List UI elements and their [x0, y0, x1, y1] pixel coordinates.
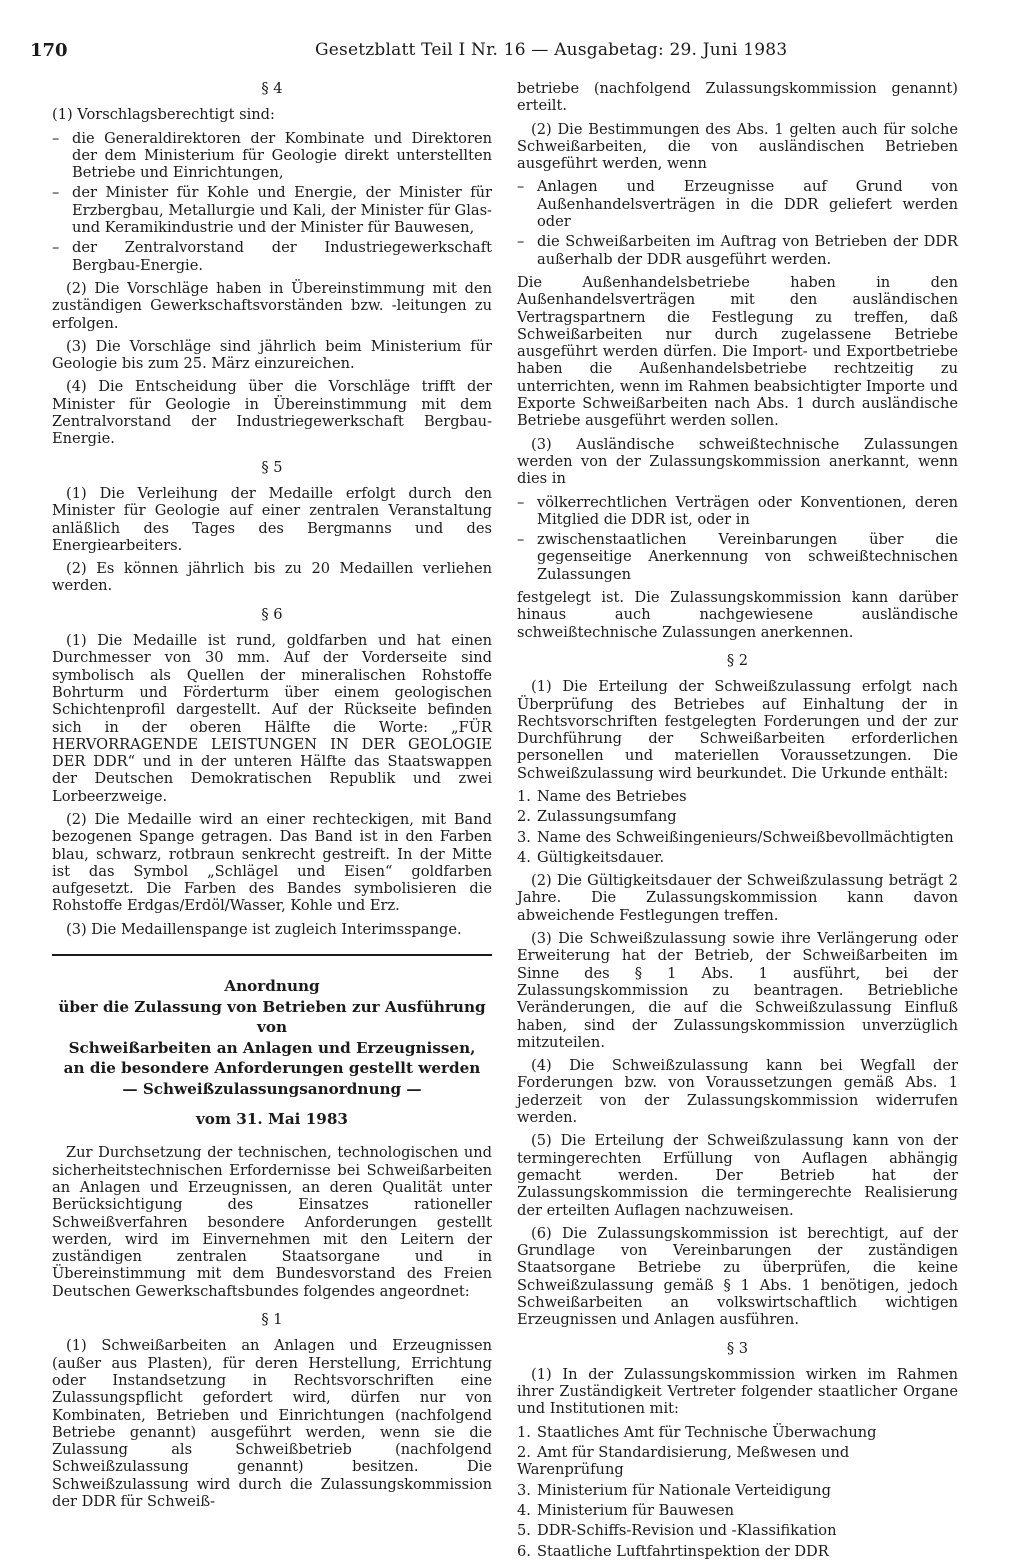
- paragraph: Die Außenhandelsbetriebe haben in den Außenhandelsverträgen mit den ausländischen Vertragspartnern die Festlegung zu treffen, daß Schweißarbeiten nur durch zugelassene Betriebe ausgeführt werden dürfen. Die Import- und Exportbetriebe haben die Außenhandelsbetriebe rechtzeitig zu unterrichten, wenn im Rahmen beabsichtigter Importe und Exporte Schweißarbeiten nach Abs. 1 durch ausländische Betriebe ausgeführt werden sollen.: [517, 273, 958, 430]
- list-number: 1.: [517, 787, 531, 805]
- section-heading-6: § 6: [261, 605, 283, 623]
- list-item: – der Zentralvorstand der Industriegewerkschaft Bergbau-Energie.: [52, 239, 492, 274]
- paragraph: (2) Die Gültigkeitsdauer der Schweißzulassung beträgt 2 Jahre. Die Zulassungskommission kann davon abweichende Festlegungen treffen.: [517, 872, 958, 924]
- list-number: 2.: [517, 1444, 531, 1462]
- list-item: – Anlagen und Erzeugnisse auf Grund von Außenhandelsverträgen in die DDR geliefert werden oder: [517, 178, 958, 230]
- paragraph: (2) Es können jährlich bis zu 20 Medaillen verliehen werden.: [52, 560, 492, 595]
- list-text: Ministerium für Nationale Verteidigung: [537, 1481, 831, 1499]
- right-column: [517, 80, 958, 1566]
- paragraph: (1) Die Verleihung der Medaille erfolgt durch den Minister für Geologie auf einer zentralen Veranstaltung anläßlich des Tages des Bergmanns und des Energiearbeiters.: [52, 484, 492, 554]
- ordinance-title: [52, 976, 492, 1099]
- gazette-title: Gesetzblatt Teil I Nr. 16 — Ausgabetag: 29. Juni 1983: [315, 40, 788, 60]
- numbered-list: [517, 1424, 958, 1560]
- section-heading-1: § 1: [261, 1311, 283, 1329]
- ordinance-date: vom 31. Mai 1983: [195, 1110, 348, 1129]
- list-item: [517, 788, 958, 805]
- paragraph: (2) Die Medaille wird an einer rechteckigen, mit Band bezogenen Spange getragen. Das Band ist in den Farben blau, schwarz, rotbraun senkrecht gestreift. In der Mitte ist das Symbol „Schlägel und Eisen“ goldfarben aufgesetzt. Die Farben des Bandes symbolisieren die Rohstoffe Erdgas/Erdöl/Wasser, Kohle und Erz.: [52, 810, 492, 915]
- list-item: [517, 829, 958, 846]
- list-item: [517, 1444, 958, 1479]
- paragraph: (4) Die Schweißzulassung kann bei Wegfall der Forderungen bzw. von Voraussetzungen gemäß Abs. 1 jederzeit von der Zulassungskommission widerrufen werden.: [517, 1057, 958, 1127]
- ordinance-title-line: über die Zulassung von Betrieben zur Ausführung von: [58, 997, 486, 1037]
- ordinance-title-line: Anordnung: [224, 977, 320, 996]
- list-text: Staatliche Luftfahrtinspektion der DDR: [537, 1542, 829, 1560]
- list-number: 6.: [517, 1542, 531, 1560]
- dash-list: [517, 178, 958, 267]
- numbered-list: [517, 788, 958, 866]
- paragraph: (6) Die Zulassungskommission ist berechtigt, auf der Grundlage von Vereinbarungen der zuständigen Staatsorgane Betriebe zu überprüfen, die keine Schweißzulassung gemäß § 1 Abs. 1 benötigen, jedoch Schweißarbeiten an volkswirtschaftlich wichtigen Erzeugnissen und Anlagen ausführen.: [517, 1224, 958, 1329]
- page-header: [30, 40, 980, 64]
- dash-list: [52, 130, 492, 274]
- paragraph: (1) Schweißarbeiten an Anlagen und Erzeugnissen (außer aus Plasten), für deren Herstellung, Errichtung oder Instandsetzung in Rechtsvorschriften eine Zulassungspflicht gefordert wird, dürfen nur von Kombinaten, Betrieben und Einrichtungen (nachfolgend Betriebe genannt) ausgeführt werden, wenn sie die Zulassung als Schweißbetrieb (nachfolgend Schweißzulassung genannt) besitzen. Die Schweißzulassung wird durch die Zulassungskommission der DDR für Schweiß-: [52, 1337, 492, 1510]
- paragraph: festgelegt ist. Die Zulassungskommission kann darüber hinaus auch nachgewiesene ausländische schweißtechnische Zulassungen anerkennen.: [517, 589, 958, 641]
- list-number: 5.: [517, 1522, 531, 1540]
- list-number: 3.: [517, 1481, 531, 1499]
- list-text: Gültigkeitsdauer.: [537, 848, 665, 866]
- list-item: – die Generaldirektoren der Kombinate und Direktoren der dem Ministerium für Geologie direkt unterstellten Betriebe und Einrichtungen,: [52, 130, 492, 182]
- section-heading-3: § 3: [726, 1339, 749, 1357]
- list-number: 3.: [517, 828, 531, 846]
- list-text: Staatliches Amt für Technische Überwachung: [537, 1423, 877, 1441]
- list-number: 1.: [517, 1423, 531, 1441]
- divider: [52, 954, 492, 956]
- paragraph: (1) In der Zulassungskommission wirken im Rahmen ihrer Zuständigkeit Vertreter folgender staatlicher Organe und Institutionen mit:: [517, 1365, 958, 1418]
- list-text: Name des Betriebes: [537, 787, 687, 805]
- paragraph: (2) Die Bestimmungen des Abs. 1 gelten auch für solche Schweißarbeiten, die von ausländischen Betrieben ausgeführt werden, wenn: [517, 120, 958, 173]
- list-item: [517, 849, 958, 866]
- page-number: 170: [30, 40, 68, 61]
- paragraph: (3) Die Medaillenspange ist zugleich Interimsspange.: [66, 920, 462, 938]
- section-heading-5: § 5: [261, 458, 283, 476]
- list-item: [517, 1482, 958, 1499]
- paragraph: (3) Die Vorschläge sind jährlich beim Ministerium für Geologie bis zum 25. März einzureichen.: [52, 337, 492, 373]
- list-text: Zulassungsumfang: [537, 808, 677, 826]
- paragraph: (1) Die Medaille ist rund, goldfarben und hat einen Durchmesser von 30 mm. Auf der Vorderseite sind symbolisch als Quellen der mineralischen Rohstoffe Bohrturm und Förderturm über einem geologischen Schichtenprofil dargestellt. Auf der Rückseite befinden sich in der oberen Hälfte die Worte: „FÜR HERVORRAGENDE LEISTUNGEN IN DER GEOLOGIE DER DDR“ und in der unteren Hälfte das Staatswappen der Deutschen Demokratischen Republik und zwei Lorbeerzweige.: [52, 632, 492, 805]
- list-text: DDR-Schiffs-Revision und -Klassifikation: [537, 1522, 837, 1540]
- list-number: 4.: [517, 1501, 531, 1519]
- ordinance-title-line: an die besondere Anforderungen gestellt werden: [63, 1059, 481, 1078]
- paragraph: (2) Die Vorschläge haben in Übereinstimmung mit den zuständigen Gewerkschaftsvorständen bzw. -leitungen zu erfolgen.: [52, 279, 492, 332]
- preamble: Zur Durchsetzung der technischen, technologischen und sicherheitstechnischen Erfordernisse bei Schweißarbeiten an Anlagen und Erzeugnissen, an deren Qualität unter Berücksichtigung des Einsatzes rationeller Schweißverfahren besondere Anforderungen gestellt werden, wird im Einvernehmen mit den Leitern der zuständigen zentralen Staatsorgane und in Übereinstimmung mit dem Bundesvorstand des Freien Deutschen Gewerkschaftsbundes folgendes angeordnet:: [52, 1144, 492, 1300]
- list-item: – zwischenstaatlichen Vereinbarungen über die gegenseitige Anerkennung von schweißtechnischen Zulassungen: [517, 531, 958, 583]
- list-item: – der Minister für Kohle und Energie, der Minister für Erzbergbau, Metallurgie und Kali, der Minister für Glas- und Keramikindustrie und der Minister für Bauwesen,: [52, 184, 492, 236]
- paragraph: (5) Die Erteilung der Schweißzulassung kann von der termingerechten Erfüllung von Auflagen abhängig gemacht werden. Der Betrieb hat der Zulassungskommission die termingerechte Realisierung der erteilten Auflagen nachzuweisen.: [517, 1132, 958, 1219]
- ordinance-short-title: — Schweißzulassungsanordnung —: [122, 1079, 422, 1098]
- ordinance-title-line: Schweißarbeiten an Anlagen und Erzeugnissen,: [68, 1038, 476, 1057]
- list-number: 4.: [517, 848, 531, 866]
- list-item: [517, 1424, 958, 1441]
- paragraph: (3) Die Schweißzulassung sowie ihre Verlängerung oder Erweiterung hat der Betrieb, der Schweißarbeiten im Sinne des § 1 Abs. 1 ausführt, bei der Zulassungskommission zu beantragen. Betriebliche Veränderungen, die auf die Schweißzulassung Einfluß haben, sind der Zulassungskommission unverzüglich mitzuteilen.: [517, 930, 958, 1051]
- list-item: [517, 1522, 958, 1539]
- paragraph: (1) Vorschlagsberechtigt sind:: [52, 106, 275, 124]
- paragraph: (1) Die Erteilung der Schweißzulassung erfolgt nach Überprüfung des Betriebes auf Einhaltung der in Rechtsvorschriften festgelegten Forderungen und der zur Durchführung der Schweißarbeiten erforderlichen personellen und materiellen Voraussetzungen. Die Schweißzulassung wird beurkundet. Die Urkunde enthält:: [517, 678, 958, 782]
- list-number: 2.: [517, 808, 531, 826]
- dash-list: [517, 494, 958, 583]
- list-item: [517, 1543, 958, 1560]
- left-column: [52, 80, 492, 1516]
- list-item: [517, 1502, 958, 1519]
- section-heading-4: § 4: [261, 80, 283, 97]
- list-text: Amt für Standardisierung, Meßwesen und Warenprüfung: [517, 1444, 850, 1479]
- paragraph: (4) Die Entscheidung über die Vorschläge trifft der Minister für Geologie in Übereinstimmung mit dem Zentralvorstand der Industriegewerkschaft Bergbau-Energie.: [52, 378, 492, 448]
- list-item: – völkerrechtlichen Verträgen oder Konventionen, deren Mitglied die DDR ist, oder in: [517, 494, 958, 529]
- section-heading-2: § 2: [726, 651, 749, 669]
- paragraph: (3) Ausländische schweißtechnische Zulassungen werden von der Zulassungskommission anerkannt, wenn dies in: [517, 435, 958, 488]
- list-text: Name des Schweißingenieurs/Schweißbevollmächtigten: [537, 828, 954, 846]
- list-item: – die Schweißarbeiten im Auftrag von Betrieben der DDR außerhalb der DDR ausgeführt werden.: [517, 233, 958, 268]
- list-text: Ministerium für Bauwesen: [537, 1501, 735, 1519]
- paragraph: betriebe (nachfolgend Zulassungskommission genannt) erteilt.: [517, 80, 958, 115]
- list-item: [517, 808, 958, 825]
